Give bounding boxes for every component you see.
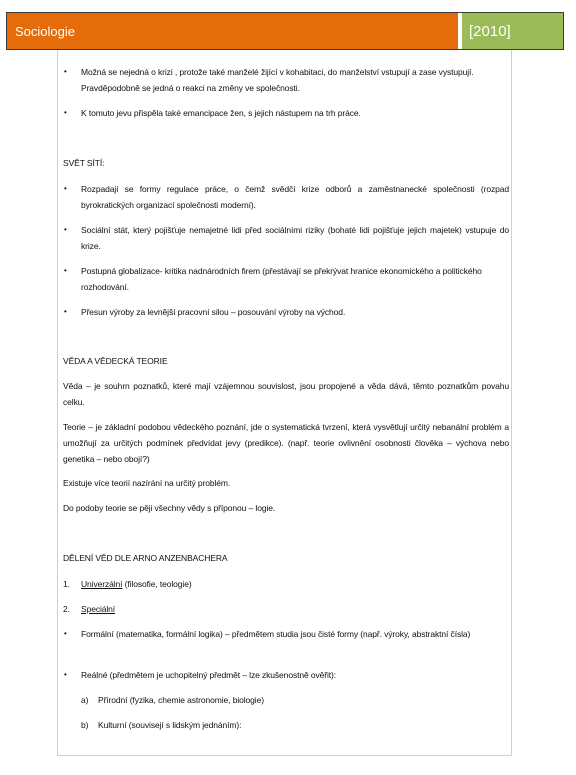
section-heading: VĚDA A VĚDECKÁ TEORIE: [63, 356, 168, 366]
list-item-rest: (filosofie, teologie): [122, 579, 192, 589]
list-item: Přesun výroby za levnější pracovní silou – posouvání výroby na východ.: [81, 307, 346, 317]
list-item: [81, 601, 115, 617]
bullet-icon: •: [64, 629, 67, 638]
bullet-icon: •: [64, 670, 67, 679]
document-header: [6, 12, 564, 50]
header-year: [2010]: [462, 13, 563, 49]
bullet-icon: •: [64, 108, 67, 117]
underlined-term: Speciální: [81, 604, 116, 614]
bullet-icon: •: [64, 307, 67, 316]
list-item: [81, 576, 192, 592]
list-item: Sociální stát, který pojišťuje nemajetné lidi před sociálními riziky (bohaté lidi pojišťuje jejich majetek) vstupuje do krize.: [81, 225, 509, 251]
section-heading: SVĚT SÍTÍ:: [63, 158, 105, 168]
sub-item: Kulturní (souvisejí s lidským jednáním):: [98, 720, 242, 730]
list-number: 2.: [63, 604, 70, 614]
list-item: Postupná globalizace- kritika nadnárodních firem (přestávají se překrývat hranice ekonomického a politického rozhodování.: [81, 266, 482, 292]
paragraph: Teorie – je základní podobou vědeckého poznání, jde o systematická tvrzení, která vysvětlují určitý nebanální problém a umožňují za určitých podmínek předvídat jevy (predikce). (např. teorie ovlivnění osobnosti člověka – výchova nebo genetika – nebo obojí?): [63, 422, 509, 464]
section-heading: DĚLENÍ VĚD DLE ARNO ANZENBACHERA: [63, 553, 228, 563]
list-item: Rozpadají se formy regulace práce, o čemž svědčí krize odborů a zaměstnanecké společnosti (rozpad byrokratických organizací společnosti moderní).: [81, 184, 509, 210]
header-title: Sociologie: [7, 13, 458, 49]
underlined-term: Univerzální: [81, 579, 123, 589]
list-number: 1.: [63, 579, 70, 589]
sub-item-letter: a): [81, 695, 89, 705]
bullet-icon: •: [64, 266, 67, 275]
bullet-icon: •: [64, 67, 67, 76]
paragraph: Věda – je souhrn poznatků, které mají vzájemnou souvislost, jsou propojené a věda dává, těmto poznatkům povahu celku.: [63, 381, 509, 407]
list-item: Formální (matematika, formální logika) – předmětem studia jsou čisté formy (např. výroky, abstraktní čísla): [81, 629, 471, 639]
bullet-icon: •: [64, 184, 67, 193]
paragraph: Existuje více teorií nazírání na určitý problém.: [63, 478, 231, 488]
bullet-icon: •: [64, 225, 67, 234]
sub-item: Přírodní (fyzika, chemie astronomie, biologie): [98, 695, 264, 705]
paragraph: Do podoby teorie se pěji všechny vědy s příponou – logie.: [63, 503, 276, 513]
list-item: Reálné (předmětem je uchopitelný předmět – lze zkušenostně ověřit):: [81, 670, 337, 680]
list-item: Možná se nejedná o krizi , protože také manželé žijící v kohabitaci, do manželství vstupují a zase vystupují. Pravděpodobně se jedná o reakci na změny ve společnosti.: [81, 67, 474, 93]
list-item: K tomuto jevu přispěla také emancipace žen, s jejich nástupem na trh práce.: [81, 108, 361, 118]
sub-item-letter: b): [81, 720, 89, 730]
